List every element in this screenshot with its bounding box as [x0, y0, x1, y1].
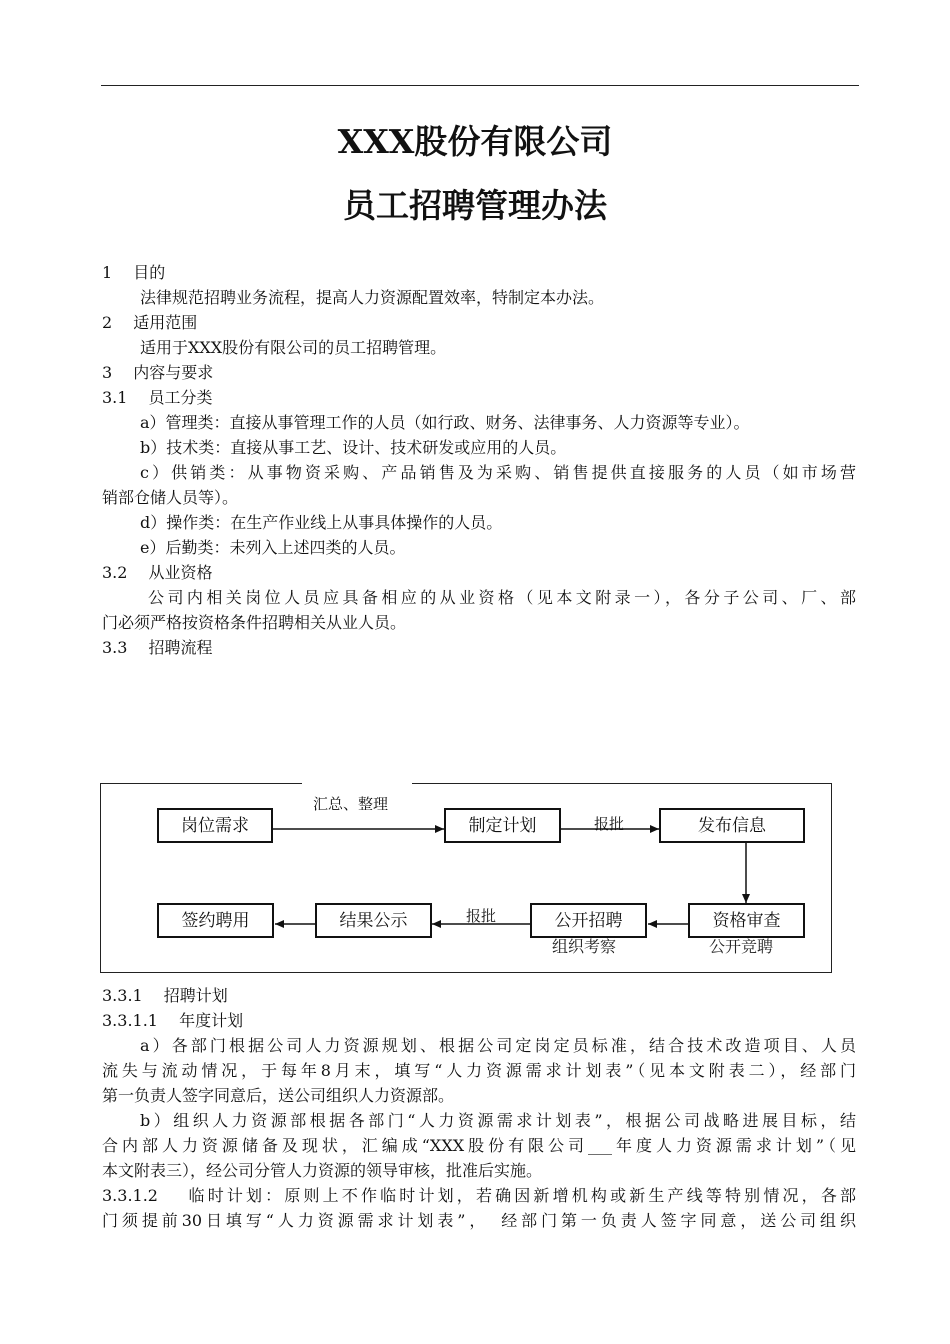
label-approve-2: 报批: [466, 907, 497, 925]
annual-plan-a-cont2: 第一负责人签字同意后，送公司组织人力资源部。: [102, 1086, 455, 1105]
box-result-publicity: 结果公示: [315, 903, 432, 938]
section-3-heading: 3 内容与要求: [102, 363, 214, 382]
section-2-text: 适用于XXX股份有限公司的员工招聘管理。: [140, 338, 447, 357]
box-review-overflow-text: 公开竞聘: [709, 937, 774, 956]
section-3-3-1-heading: 3.3.1 招聘计划: [102, 986, 228, 1005]
section-3-1-heading: 3.1 员工分类: [102, 388, 213, 407]
category-e: e）后勤类：未列入上述四类的人员。: [140, 538, 406, 557]
box-qualification-review: 资格审查: [688, 903, 805, 938]
category-c: c）供销类：从事物资采购、产品销售及为采购、销售提供直接服务的人员（如市场营: [140, 463, 856, 482]
annual-plan-b-cont2: 本文附表三），经公司分管人力资源的领导审核，批准后实施。: [102, 1161, 543, 1180]
company-title: XXX股份有限公司: [337, 122, 613, 161]
section-3-2-heading: 3.2 从业资格: [102, 563, 213, 582]
label-summarize: 汇总、整理: [313, 795, 389, 813]
box-publish-info: 发布信息: [659, 808, 805, 843]
annual-plan-a-cont1: 流失与流动情况，于每年8月末，填写“人力资源需求计划表”（见本文附表二），经部门: [102, 1061, 856, 1080]
section-2-heading: 2 适用范围: [102, 313, 198, 332]
section-1-heading: 1 目的: [102, 263, 166, 282]
category-c-cont: 销部仓储人员等）。: [102, 488, 239, 507]
annual-plan-b-cont1: 合内部人力资源储备及现状，汇编成“XXX股份有限公司___年度人力资源需求计划”（见: [102, 1136, 856, 1155]
document-title: 员工招聘管理办法: [343, 186, 607, 225]
label-approve-1: 报批: [594, 815, 625, 833]
box-make-plan: 制定计划: [444, 808, 561, 843]
category-a: a）管理类：直接从事管理工作的人员（如行政、财务、法律事务、人力资源等专业）。: [140, 413, 750, 432]
temporary-plan: 3.3.1.2 临时计划：原则上不作临时计划，若确因新增机构或新生产线等特别情况，各部: [102, 1186, 856, 1205]
section-3-2-text: 公司内相关岗位人员应具备相应的从业资格（见本文附录一），各分子公司、厂、部: [148, 588, 856, 607]
box-position-demand: 岗位需求: [157, 808, 273, 843]
annual-plan-b: b）组织人力资源部根据各部门“人力资源需求计划表”，根据公司战略进展目标，结: [140, 1111, 856, 1130]
category-d: d）操作类：在生产作业线上从事具体操作的人员。: [140, 513, 503, 532]
box-open-overflow-text: 组织考察: [552, 937, 617, 956]
section-3-3-heading: 3.3 招聘流程: [102, 638, 213, 657]
temporary-plan-cont: 门须提前30日填写“人力资源需求计划表”， 经部门第一负责人签字同意，送公司组织: [102, 1211, 856, 1230]
box-open-recruit: 公开招聘: [530, 903, 647, 938]
category-b: b）技术类：直接从事工艺、设计、技术研发或应用的人员。: [140, 438, 567, 457]
annual-plan-a: a）各部门根据公司人力资源规划、根据公司定岗定员标准，结合技术改造项目、人员: [140, 1036, 856, 1055]
section-3-3-1-1-heading: 3.3.1.1 年度计划: [102, 1011, 244, 1030]
section-3-2-text-cont: 门必须严格按资格条件招聘相关从业人员。: [102, 613, 407, 632]
box-sign-contract: 签约聘用: [157, 903, 274, 938]
section-1-text: 法律规范招聘业务流程，提高人力资源配置效率，特制定本办法。: [140, 288, 605, 307]
